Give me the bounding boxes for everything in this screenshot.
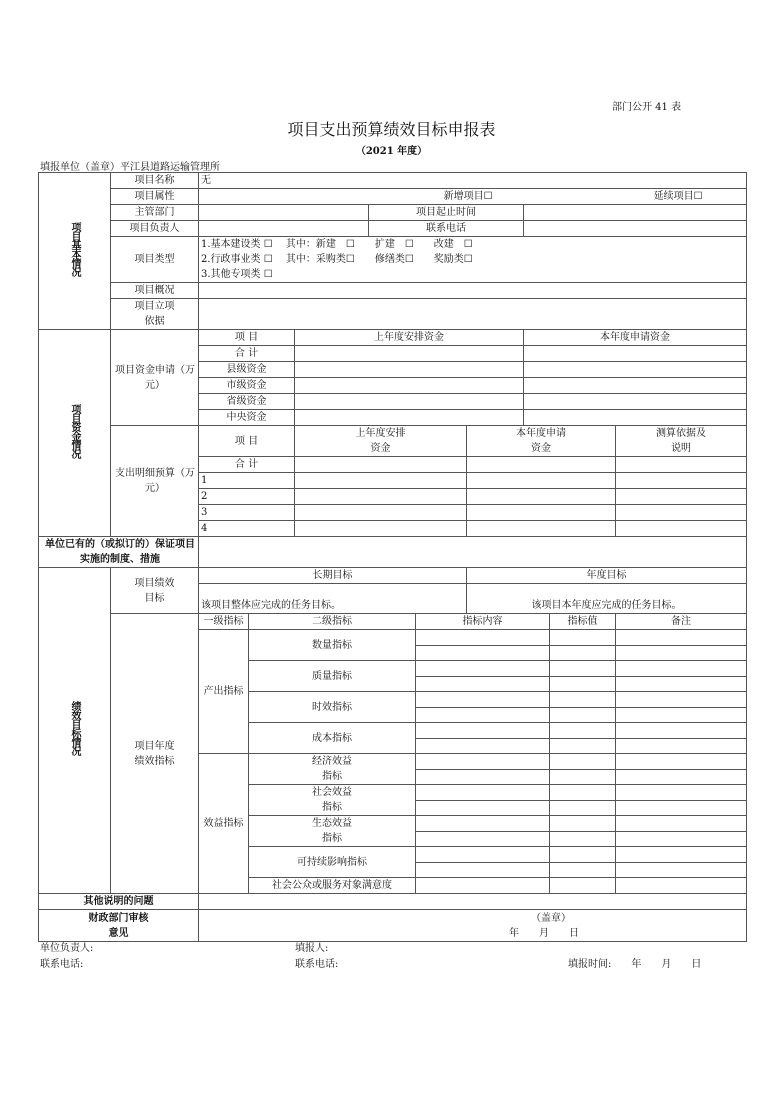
label-attr: 项目属性	[111, 189, 199, 205]
type-options[interactable]	[199, 237, 747, 283]
attr-cont-checkbox[interactable]: 延续项目☐	[653, 191, 703, 202]
seal-text: （盖章）	[531, 912, 571, 924]
ind-header-content: 指标内容	[416, 614, 550, 630]
ind-value-field[interactable]	[550, 785, 616, 801]
ind-remark-field[interactable]	[616, 785, 747, 801]
ind-header-level1: 一级指标	[199, 614, 249, 630]
fund-row-label: 中央资金	[199, 410, 295, 426]
ind-remark-field[interactable]	[616, 723, 747, 739]
ind-value-field[interactable]	[550, 645, 616, 661]
footer-filler: 填报人:	[295, 943, 329, 954]
page-title: 项目支出预算绩效目标申报表	[287, 120, 496, 139]
label-overview: 项目概况	[111, 283, 199, 299]
ind-remark-field[interactable]	[616, 692, 747, 708]
ind-value-field[interactable]	[550, 831, 616, 847]
ind-remark-field[interactable]	[616, 707, 747, 723]
fund-header-item: 项 目	[199, 330, 295, 346]
ind-value-field[interactable]	[550, 738, 616, 754]
ind-value-field[interactable]	[550, 862, 616, 878]
ind-content-field[interactable]	[416, 707, 550, 723]
ind-value-field[interactable]	[550, 661, 616, 677]
owner-field[interactable]	[199, 221, 369, 237]
ind-content-field[interactable]	[416, 785, 550, 801]
label-perf-target: 项目绩效目标	[111, 568, 199, 614]
dept-field[interactable]	[199, 205, 369, 221]
label-fund-apply: 项目资金申请（万元）	[111, 330, 199, 426]
ind-content-field[interactable]	[416, 831, 550, 847]
footer-phone-1: 联系电话:	[40, 959, 84, 970]
ind-remark-field[interactable]	[616, 754, 747, 770]
detail-header-item: 项 目	[199, 426, 295, 457]
footer-time: 填报时间: 年 月 日	[568, 959, 702, 970]
detail-basis-field[interactable]	[616, 473, 747, 489]
ind-content-field[interactable]	[416, 645, 550, 661]
ind-content-field[interactable]	[416, 847, 550, 863]
ind-level2: 生态效益指标	[249, 816, 416, 847]
footer-owner: 单位负责人:	[40, 943, 94, 954]
ind-value-field[interactable]	[550, 769, 616, 785]
detail-row-label: 4	[199, 521, 295, 537]
type-line-2[interactable]: 2.行政事业类 ☐ 其中：采购类☐ 修缮类☐ 奖励类☐	[201, 254, 473, 265]
fund-row-label: 合 计	[199, 346, 295, 362]
fund-header-this: 本年度申请资金	[524, 330, 747, 346]
ind-content-field[interactable]	[416, 816, 550, 832]
fund-row-label: 县级资金	[199, 362, 295, 378]
ind-remark-field[interactable]	[616, 769, 747, 785]
ind-remark-field[interactable]	[616, 661, 747, 677]
fund-last-field[interactable]	[295, 378, 524, 394]
detail-basis-field[interactable]	[616, 521, 747, 537]
ind-satisfaction: 社会公众或服务对象满意度	[249, 878, 416, 894]
detail-last-field[interactable]	[295, 521, 467, 537]
ind-remark-field[interactable]	[616, 831, 747, 847]
attr-new-checkbox[interactable]: 新增项目☐	[443, 191, 493, 202]
ind-level2: 成本指标	[249, 723, 416, 754]
label-type: 项目类型	[111, 237, 199, 283]
ind-content-field[interactable]	[416, 878, 550, 894]
label-phone: 联系电话	[369, 221, 524, 237]
reporting-unit: 填报单位（盖章）平江县道路运输管理所	[40, 162, 220, 173]
form-number: 部门公开 41 表	[612, 102, 682, 113]
declaration-form	[38, 172, 747, 942]
detail-basis-field[interactable]	[616, 505, 747, 521]
ind-remark-field[interactable]	[616, 800, 747, 816]
ind-level2: 社会效益指标	[249, 785, 416, 816]
detail-row-label: 1	[199, 473, 295, 489]
project-name-field[interactable]: 无	[199, 173, 747, 189]
section-perf: 绩效目标情况	[39, 568, 111, 894]
ind-header-remark: 备注	[616, 614, 747, 630]
year-label: （2021 年度）	[355, 146, 428, 157]
ind-value-field[interactable]	[550, 707, 616, 723]
fund-this-field[interactable]	[524, 346, 747, 362]
ind-value-field[interactable]	[550, 847, 616, 863]
detail-this-field[interactable]	[467, 489, 616, 505]
ind-value-field[interactable]	[550, 676, 616, 692]
detail-last-field[interactable]	[295, 457, 467, 473]
detail-row-label: 合 计	[199, 457, 295, 473]
detail-last-field[interactable]	[295, 505, 467, 521]
label-finance: 财政部门审核意见	[39, 910, 199, 942]
ind-content-field[interactable]	[416, 800, 550, 816]
ind-content-field[interactable]	[416, 862, 550, 878]
section-funds: 项目资金情况	[39, 330, 111, 537]
finance-opinion-field[interactable]	[199, 910, 747, 942]
ind-level2: 时效指标	[249, 692, 416, 723]
label-basis: 项目立项依据	[111, 299, 199, 330]
ind-level2: 经济效益指标	[249, 754, 416, 785]
fund-this-field[interactable]	[524, 362, 747, 378]
ind-remark-field[interactable]	[616, 630, 747, 646]
section-basic: 项目基本情况	[39, 173, 111, 330]
detail-basis-field[interactable]	[616, 457, 747, 473]
ind-content-field[interactable]	[416, 676, 550, 692]
ind-remark-field[interactable]	[616, 862, 747, 878]
fund-row-label: 市级资金	[199, 378, 295, 394]
period-field[interactable]	[524, 205, 747, 221]
fund-this-field[interactable]	[524, 394, 747, 410]
detail-this-field[interactable]	[467, 473, 616, 489]
ind-content-field[interactable]	[416, 630, 550, 646]
ind-level2: 数量指标	[249, 630, 416, 661]
ind-remark-field[interactable]	[616, 847, 747, 863]
other-field[interactable]	[199, 894, 747, 910]
ind-content-field[interactable]	[416, 738, 550, 754]
basis-field[interactable]	[199, 299, 747, 330]
ind-header-value: 指标值	[550, 614, 616, 630]
fund-header-last: 上年度安排资金	[295, 330, 524, 346]
detail-header-this: 本年度申请资金	[467, 426, 616, 457]
ind-remark-field[interactable]	[616, 878, 747, 894]
ind-content-field[interactable]	[416, 754, 550, 770]
detail-row-label: 2	[199, 489, 295, 505]
label-measures: 单位已有的（或拟订的）保证项目实施的制度、措施	[39, 537, 199, 568]
ind-remark-field[interactable]	[616, 645, 747, 661]
ind-value-field[interactable]	[550, 816, 616, 832]
label-owner: 项目负责人	[111, 221, 199, 237]
ind-value-field[interactable]	[550, 723, 616, 739]
ind-content-field[interactable]	[416, 661, 550, 677]
detail-header-basis: 测算依据及说明	[616, 426, 747, 457]
detail-this-field[interactable]	[467, 521, 616, 537]
measures-field[interactable]	[199, 537, 747, 568]
label-detail-budget: 支出明细预算（万元）	[111, 426, 199, 537]
ind-level1: 产出指标	[199, 630, 249, 754]
fund-last-field[interactable]	[295, 394, 524, 410]
ind-content-field[interactable]	[416, 769, 550, 785]
detail-last-field[interactable]	[295, 473, 467, 489]
detail-row-label: 3	[199, 505, 295, 521]
fund-this-field[interactable]	[524, 378, 747, 394]
ind-value-field[interactable]	[550, 692, 616, 708]
long-target-field[interactable]: 该项目整体应完成的任务目标。	[199, 584, 467, 614]
ind-header-level2: 二级指标	[249, 614, 416, 630]
ind-value-field[interactable]	[550, 878, 616, 894]
overview-field[interactable]	[199, 283, 747, 299]
footer-phone-2: 联系电话:	[295, 959, 339, 970]
ind-remark-field[interactable]	[616, 738, 747, 754]
annual-target-field[interactable]: 该项目本年度应完成的任务目标。	[467, 584, 747, 614]
detail-basis-field[interactable]	[616, 489, 747, 505]
detail-last-field[interactable]	[295, 489, 467, 505]
ind-value-field[interactable]	[550, 630, 616, 646]
label-other: 其他说明的问题	[39, 894, 199, 910]
fund-this-field[interactable]	[524, 410, 747, 426]
detail-this-field[interactable]	[467, 457, 616, 473]
ind-remark-field[interactable]	[616, 816, 747, 832]
ind-level2: 可持续影响指标	[249, 847, 416, 878]
ind-value-field[interactable]	[550, 754, 616, 770]
fund-last-field[interactable]	[295, 346, 524, 362]
ind-content-field[interactable]	[416, 723, 550, 739]
type-line-1[interactable]: 1.基本建设类 ☐ 其中：新建 ☐ 扩建 ☐ 改建 ☐	[201, 239, 473, 250]
ind-level1: 效益指标	[199, 754, 249, 894]
phone-field[interactable]	[524, 221, 747, 237]
label-period: 项目起止时间	[369, 205, 524, 221]
fund-row-label: 省级资金	[199, 394, 295, 410]
type-line-3[interactable]: 3.其他专项类 ☐	[201, 269, 273, 280]
label-dept: 主管部门	[111, 205, 199, 221]
annual-target-header: 年度目标	[467, 568, 747, 584]
finance-date: 年 月 日	[509, 927, 579, 939]
attr-options[interactable]	[199, 189, 747, 205]
detail-this-field[interactable]	[467, 505, 616, 521]
ind-level2: 质量指标	[249, 661, 416, 692]
label-perf-indicators: 项目年度绩效指标	[111, 614, 199, 894]
ind-content-field[interactable]	[416, 692, 550, 708]
detail-header-last: 上年度安排资金	[295, 426, 467, 457]
label-name: 项目名称	[111, 173, 199, 189]
fund-last-field[interactable]	[295, 362, 524, 378]
ind-remark-field[interactable]	[616, 676, 747, 692]
fund-last-field[interactable]	[295, 410, 524, 426]
long-target-header: 长期目标	[199, 568, 467, 584]
ind-value-field[interactable]	[550, 800, 616, 816]
